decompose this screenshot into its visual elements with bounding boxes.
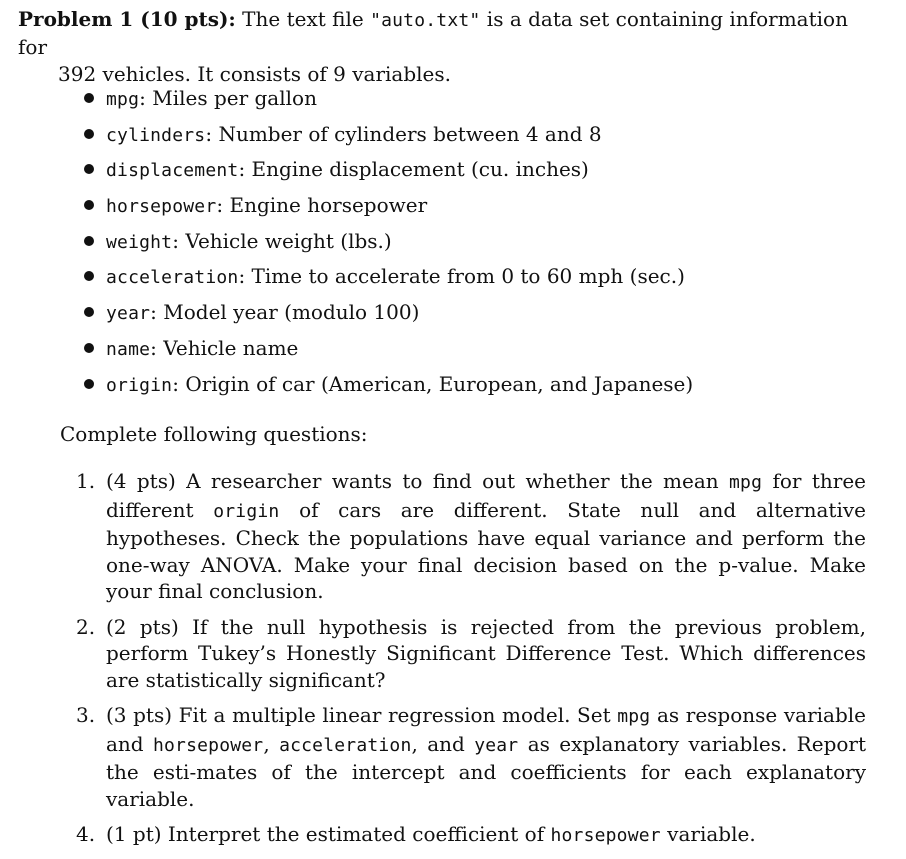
code-term: horsepower (550, 825, 661, 846)
variable-desc: : Number of cylinders between 4 and 8 (205, 121, 602, 146)
question-number: 4. (76, 822, 96, 846)
variable-name: displacement (106, 160, 239, 182)
variable-name: origin (106, 374, 173, 396)
problem-intro (18, 6, 878, 88)
variable-item (84, 227, 693, 263)
variable-name: mpg (106, 89, 140, 110)
bullet-icon (84, 236, 94, 246)
variable-desc: : Time to accelerate from 0 to 60 mph (sec.) (238, 264, 685, 289)
variable-item (84, 84, 693, 120)
problem-heading: Problem 1 (10 pts): (18, 7, 236, 31)
instructions-text: Complete following questions: (60, 422, 368, 446)
code-term: mpg (729, 472, 763, 493)
variable-name: cylinders (106, 124, 206, 146)
code-term: mpg (617, 706, 651, 727)
variable-item (84, 298, 693, 334)
intro-line-2: 392 vehicles. It consists of 9 variables. (58, 62, 451, 86)
question-text: (3 pts) Fit a multiple linear regression model. Set (106, 703, 618, 727)
variable-item (84, 262, 693, 298)
question-text: (1 pt) Interpret the estimated coefficient of (106, 822, 551, 846)
question-number: 3. (76, 703, 96, 727)
question-number: 2. (76, 614, 96, 639)
question-item (76, 614, 866, 694)
code-term: year (474, 734, 519, 756)
question-number: 1. (76, 469, 96, 493)
variable-desc: : Miles per gallon (139, 86, 317, 110)
variable-desc: : Model year (modulo 100) (150, 300, 420, 325)
question-text: , and (411, 731, 475, 756)
variable-desc: : Engine displacement (cu. inches) (238, 157, 589, 182)
question-text: (2 pts) If the null hypothesis is rejected from the previous problem, perform Tukey’s Honestly Significant Difference Test. Which differences are statistically significant? (106, 614, 866, 692)
variable-item (84, 334, 693, 370)
variable-name: acceleration (106, 267, 239, 289)
question-text: for three different (106, 469, 867, 522)
code-term: acceleration (279, 734, 412, 756)
variable-desc: : Origin of car (American, European, and Japanese) (172, 371, 694, 396)
variable-name: name (106, 338, 151, 360)
question-text: (4 pts) A researcher wants to find out whether the mean (106, 469, 730, 493)
variable-item (84, 120, 693, 156)
variable-item (84, 191, 693, 227)
variable-desc: : Vehicle name (150, 335, 299, 360)
bullet-icon (84, 200, 94, 210)
question-text: as response variable and (106, 703, 866, 756)
variable-desc: : Engine horsepower (216, 193, 428, 218)
variable-list (84, 84, 693, 405)
bullet-icon (84, 93, 94, 103)
code-term: origin (213, 500, 280, 522)
code-term: horsepower (152, 734, 264, 756)
bullet-icon (84, 379, 94, 389)
variable-item (84, 370, 693, 406)
intro-text-b: is a data set containing information for (18, 7, 848, 59)
question-text: variable. (660, 822, 756, 846)
question-text: as explanatory variables. Report the esti-mates of the intercept and coefficients for each explanatory variable. (106, 731, 867, 811)
variable-name: horsepower (106, 196, 217, 218)
question-text: , (263, 731, 280, 756)
intro-text-a: The text file (235, 7, 371, 31)
variable-item (84, 155, 693, 191)
variable-name: weight (106, 231, 173, 253)
variable-desc: : Vehicle weight (lbs.) (172, 228, 392, 253)
bullet-icon (84, 343, 94, 353)
filename: "auto.txt" (370, 10, 481, 31)
variable-name: year (106, 303, 151, 325)
question-item (76, 702, 866, 812)
bullet-icon (84, 307, 94, 317)
bullet-icon (84, 271, 94, 281)
question-text: of cars are different. State null and alternative hypotheses. Check the populations have equal variance and perform the one-way ANOVA. Make your final decision based on the p-value. Make your final conclusion. (106, 497, 866, 603)
question-item (76, 468, 866, 605)
question-list (76, 468, 866, 859)
question-item (76, 821, 866, 850)
bullet-icon (84, 129, 94, 139)
bullet-icon (84, 164, 94, 174)
